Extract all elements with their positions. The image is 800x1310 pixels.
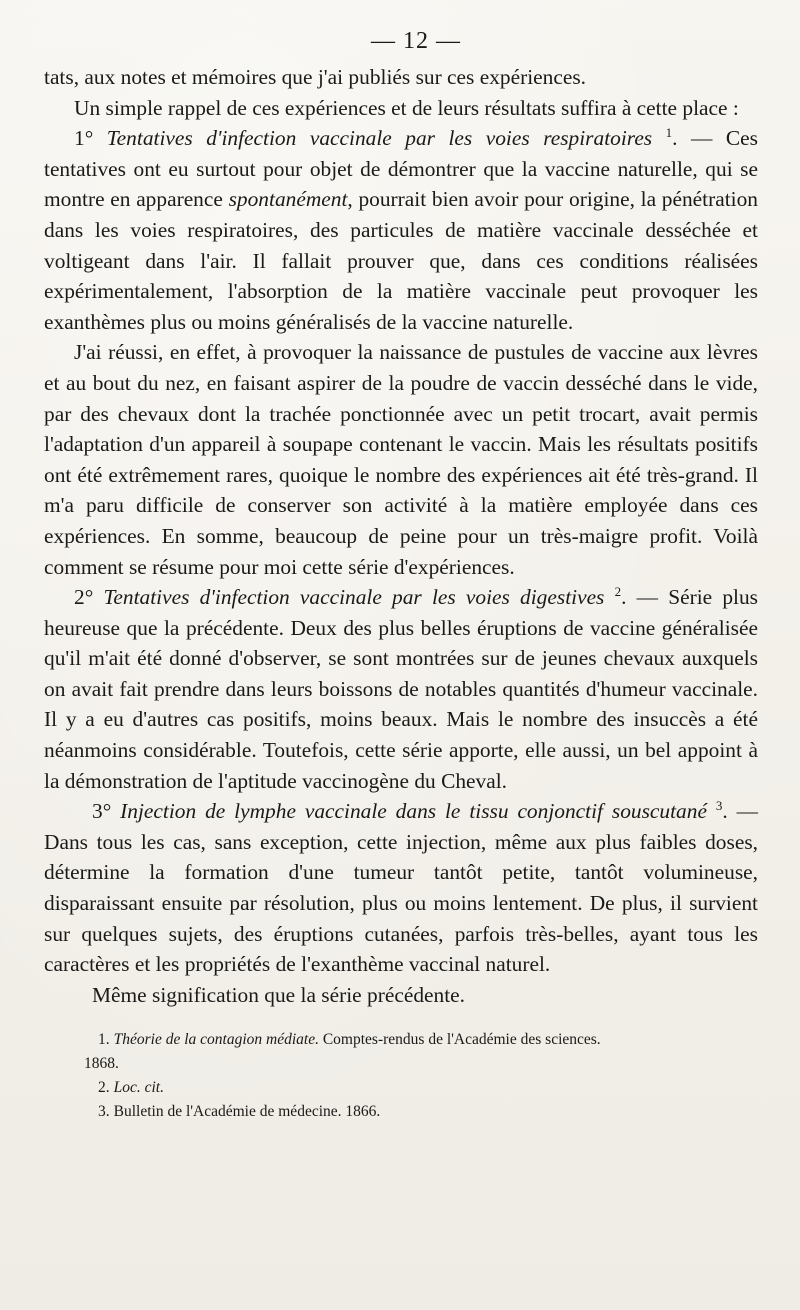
paragraph-injection-text: . — Dans tous les cas, sans exception, cette injection, même aux plus faibles doses, détermine la formation d'une tumeur tantôt petite, tantôt volumineuse, disparaissant ensuite par résolution, plus ou moins lentement. De plus, il survient sur quelques sujets, des éruptions cutanées, parfois très-belles, ayant tous les caractères et les propriétés de l'exanthème vaccinal naturel. bbox=[44, 799, 758, 977]
footnote-number: 2. bbox=[98, 1079, 110, 1097]
footnote-ref-2: 2 bbox=[614, 584, 622, 600]
footnote-ref-1: 1 bbox=[665, 125, 673, 141]
footnote-number: 3. bbox=[98, 1103, 110, 1121]
paragraph-results: J'ai réussi, en effet, à provoquer la naissance de pustules de vaccine aux lèvres et au bout du nez, en faisant aspirer de la poudre de vaccin desséché dans le vide, par des chevaux dont la trachée ponctionnée avec un petit trocart, avait permis l'adaptation d'un appareil à soupape contenant le vaccin. Mais les résultats positifs ont été extrêmement rares, quoique le nombre des expériences ait été très-grand. Il m'a paru difficile de conserver son activité à la matière employée dans ces expériences. En somme, beaucoup de peine pour un très-maigre profit. Voilà comment se résume pour moi cette série d'expériences. bbox=[44, 340, 758, 579]
footnote-title: Théorie de la contagion médiate. bbox=[113, 1031, 319, 1049]
footnote-3 bbox=[98, 1100, 758, 1124]
footnote-separator bbox=[44, 1010, 758, 1028]
footnote-1 bbox=[84, 1028, 758, 1076]
footnote-text: Bulletin de l'Académie de médecine. 1866. bbox=[113, 1103, 381, 1121]
section-heading-injection: Injection de lymphe vaccinale dans le tissu conjonctif souscutané bbox=[120, 799, 707, 824]
footnote-ref-3: 3 bbox=[715, 798, 723, 814]
paragraph-digestive-text: . — Série plus heureuse que la précédente. Deux des plus belles éruptions de vaccine généralisée qu'il m'ait été donné d'observer, se sont montrées sur de jeunes chevaux auxquels on avait fait prendre dans leurs boissons de notables quantités d'humeur vaccinale. Il y a eu d'autres cas positifs, moins beaux. Mais le nombre des insuccès a été néanmoins considérable. Toutefois, cette série apporte, elle aussi, un bel appoint à la démonstration de l'aptitude vaccinogène du Cheval. bbox=[44, 585, 759, 793]
page-number: — 12 — bbox=[371, 28, 461, 54]
footnote-2 bbox=[98, 1076, 758, 1100]
section-number-1: 1° bbox=[74, 126, 94, 151]
paragraph-injection bbox=[44, 796, 758, 980]
footnotes bbox=[84, 1028, 758, 1124]
footnote-number: 1. bbox=[98, 1031, 110, 1049]
emphasis-spontanement: spontanément bbox=[228, 187, 348, 212]
section-number-3: 3° bbox=[92, 799, 112, 824]
footnote-continuation: 1868. bbox=[84, 1055, 119, 1073]
paragraph-respiratory-text-a: . — Ces tentatives ont eu surtout pour objet de démontrer que la vaccine naturelle, qui se montre en apparence bbox=[44, 126, 758, 212]
paragraph-conclusion: Même signification que la série précédente. bbox=[92, 982, 465, 1007]
body-text bbox=[44, 62, 758, 1010]
paragraph-digestive bbox=[44, 582, 758, 796]
section-heading-respiratory: Tentatives d'infection vaccinale par les voies respiratoires bbox=[106, 126, 653, 151]
paragraph-continuation: tats, aux notes et mémoires que j'ai publiés sur ces expériences. bbox=[44, 65, 587, 89]
section-heading-digestive: Tentatives d'infection vaccinale par les voies digestives bbox=[103, 585, 605, 610]
paragraph-respiratory-text-b: , pourrait bien avoir pour origine, la pénétration dans les voies respiratoires, des particules de matière vaccinale desséchée et voltigeant dans l'air. Il fallait prouver que, dans ces conditions réalisées expérimentalement, l'absorption de la matière vaccinale peut provoquer les exanthèmes plus ou moins généralisés de la vaccine naturelle. bbox=[44, 187, 758, 334]
paragraph-intro: Un simple rappel de ces expériences et de leurs résultats suffira à cette place : bbox=[74, 95, 739, 120]
footnote-text: Comptes-rendus de l'Académie des sciences. bbox=[322, 1031, 601, 1049]
section-number-2: 2° bbox=[74, 585, 94, 610]
footnote-title: Loc. cit. bbox=[113, 1079, 164, 1097]
paragraph-respiratory bbox=[44, 123, 758, 337]
